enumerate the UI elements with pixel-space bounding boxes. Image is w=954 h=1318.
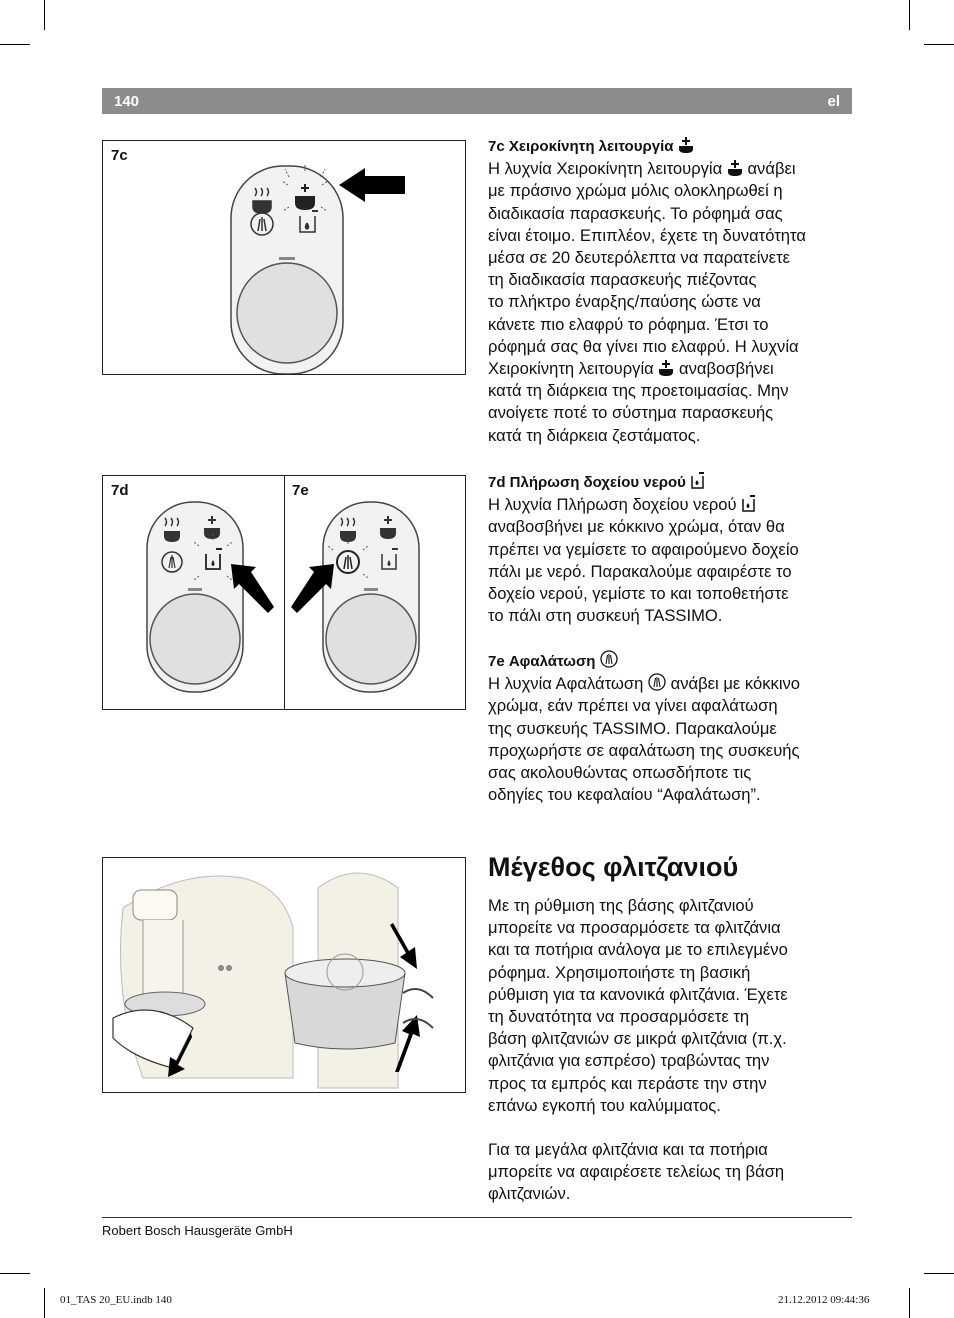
text-line: κατά τη διάρκεια ζεστάματος. <box>488 425 701 445</box>
text-line: βάση φλιτζανιών σε μικρά φλιτζάνια (π.χ. <box>488 1029 787 1049</box>
figure-7d-7e <box>102 475 466 710</box>
text-line: μέσα σε 20 δευτερόλεπτα να παρατείνετε <box>488 248 791 268</box>
text-line: οδηγίες του κεφαλαίου “Αφαλάτωση”. <box>488 785 761 805</box>
page-number: 140 <box>114 93 140 110</box>
text-line: ανάβει <box>747 159 796 179</box>
text-line: φλιτζανιών. <box>488 1184 571 1204</box>
text-line: τη δυνατότητα να προσαρμόσετε τη <box>488 1007 750 1027</box>
text-line: Η λυχνία Πλήρωση δοχείου νερού <box>488 495 737 515</box>
figure-label: 7d <box>111 482 129 499</box>
print-slug-left: 01_TAS 20_EU.indb 140 <box>60 1294 172 1306</box>
text-line: ανάβει με κόκκινο <box>670 674 801 694</box>
water-tank-icon <box>741 494 757 512</box>
spacer <box>488 1117 860 1139</box>
text-line: αναβοσβήνει <box>679 359 774 379</box>
text-line: δοχείο νερού, γεμίστε το και τοποθετήστε <box>488 584 789 604</box>
language-code: el <box>827 93 840 110</box>
manual-mode-icon <box>727 160 743 176</box>
section-7d <box>488 471 860 627</box>
descale-icon <box>600 650 618 668</box>
text-line: χρώμα, εάν πρέπει να γίνει αφαλάτωση <box>488 696 778 716</box>
text-line: Η λυχνία Χειροκίνητη λειτουργία <box>488 159 723 179</box>
section-heading: 7d Πλήρωση δοχείου νερού <box>488 474 686 491</box>
figure-label: 7c <box>111 147 128 164</box>
text-line: ανοίγετε ποτέ το σύστημα παρασκευής <box>488 403 774 423</box>
crop-mark <box>909 0 910 30</box>
crop-mark <box>44 0 45 30</box>
text-line: πρέπει να γεμίσετε το αφαιρούμενο δοχείο <box>488 539 799 559</box>
cup-size-text <box>488 895 860 1206</box>
text-line: πάλι με νερό. Παρακαλούμε αφαιρέστε το <box>488 561 792 581</box>
text-line: Χειροκίνητη λειτουργία <box>488 359 654 379</box>
text-line: μπορείτε να αφαιρέσετε τελείως τη βάση <box>488 1162 785 1182</box>
text-line: σας ακολουθώντας οπωσδήποτε τις <box>488 763 752 783</box>
text-line: αναβοσβήνει με κόκκινο χρώμα, όταν θα <box>488 517 785 537</box>
text-line: ρύθμιση για τα κανονικά φλιτζάνια. Έχετε <box>488 984 788 1004</box>
section-7c <box>488 136 860 447</box>
crop-mark <box>0 1273 30 1274</box>
text-line: προχωρήστε σε αφαλάτωση της συσκευής <box>488 740 800 760</box>
figure-label: 7e <box>292 482 309 499</box>
section-heading: 7e Αφαλάτωση <box>488 653 596 670</box>
manual-mode-icon <box>658 360 674 376</box>
machine-cup-holder-illustration <box>103 858 465 1092</box>
figure-7c <box>102 140 466 375</box>
arrow-icon <box>395 1015 420 1072</box>
text-line: τη διαδικασία παρασκευής πιέζοντας <box>488 270 757 290</box>
text-line: κάνετε πιο ελαφρύ το ρόφημα. Έτσι το <box>488 314 769 334</box>
footer-divider <box>102 1217 852 1218</box>
section-7e <box>488 650 860 806</box>
text-line: κατά τη διάρκεια της προετοιμασίας. Μην <box>488 381 789 401</box>
page-header <box>102 88 852 114</box>
text-line: με πράσινο χρώμα μόλις ολοκληρωθεί η <box>488 181 783 201</box>
text-line: το πλήκτρο έναρξης/παύσης ώστε να <box>488 292 761 312</box>
text-line: προς τα εμπρός και περάστε την στην <box>488 1073 767 1093</box>
text-line: είναι έτοιμο. Επιπλέον, έχετε τη δυνατότητα <box>488 225 806 245</box>
control-panels-illustration <box>103 476 465 709</box>
text-line: μπορείτε να προσαρμόσετε τα φλιτζάνια <box>488 918 781 938</box>
text-line: φλιτζάνια για εσπρέσο) τραβώντας την <box>488 1051 770 1071</box>
water-tank-icon <box>690 471 706 489</box>
arrow-icon <box>339 168 405 202</box>
text-line: διαδικασία παρασκευής. Το ρόφημά σας <box>488 203 783 223</box>
manual-mode-icon <box>678 137 694 153</box>
crop-mark <box>0 44 30 45</box>
crop-mark <box>44 1288 45 1318</box>
text-line: επάνω εγκοπή του καλύμματος. <box>488 1095 721 1115</box>
section-heading: 7c Χειροκίνητη λειτουργία <box>488 138 674 155</box>
text-line: Με τη ρύθμιση της βάσης φλιτζανιού <box>488 896 754 915</box>
control-panel-illustration <box>103 141 465 374</box>
figure-cup-size <box>102 857 466 1093</box>
text-line: ρόφημά σας θα γίνει πιο ελαφρύ. Η λυχνία <box>488 336 799 356</box>
text-line: Για τα μεγάλα φλιτζάνια και τα ποτήρια <box>488 1140 768 1160</box>
footer-company: Robert Bosch Hausgeräte GmbH <box>102 1223 293 1238</box>
descale-icon <box>648 673 666 691</box>
text-line: και τα ποτήρια ανάλογα με το επιλεγμένο <box>488 940 788 960</box>
text-line: της συσκευής TASSIMO. Παρακαλούμε <box>488 718 777 738</box>
text-line: το πάλι στη συσκευή TASSIMO. <box>488 606 723 626</box>
section-title: Μέγεθος φλιτζανιού <box>488 852 739 882</box>
crop-mark <box>924 1273 954 1274</box>
crop-mark <box>924 44 954 45</box>
crop-mark <box>909 1288 910 1318</box>
text-line: ρόφημα. Χρησιμοποιήστε τη βασική <box>488 962 751 982</box>
text-line: Η λυχνία Αφαλάτωση <box>488 674 644 694</box>
print-slug-right: 21.12.2012 09:44:36 <box>778 1294 870 1306</box>
